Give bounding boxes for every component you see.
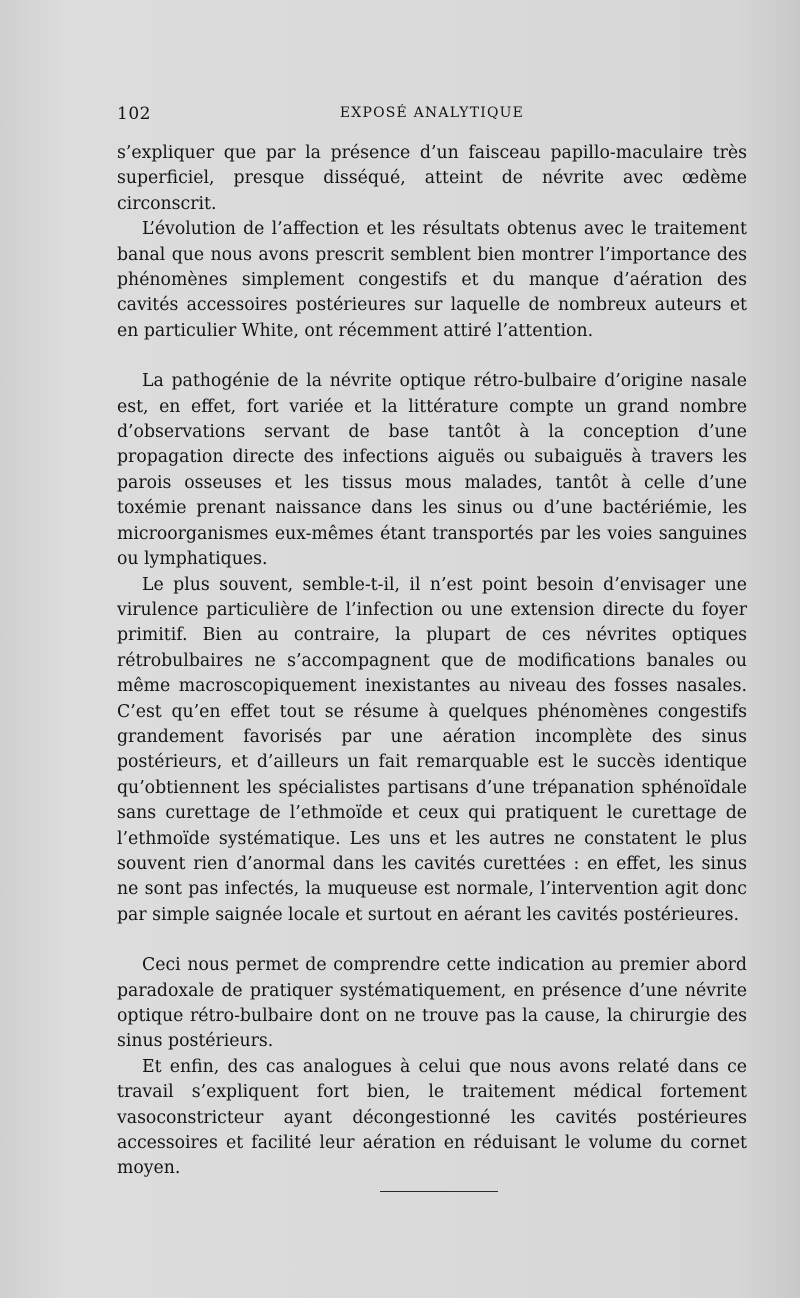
paragraph-plus-souvent: Le plus souvent, semble-t-il, il n’est point besoin d’envisager une virulence particulière de l’infection ou une extension directe du foyer primitif. Bien au contraire, la plupart de ces névrites optiques rétrobulbaires ne s’accompagnent que de modifications banales ou même macroscopiquement inexistantes au niveau des fosses nasales. C’est qu’en effet tout se résume à quelques phénomènes congestifs grandement favorisés par une aération incomplète des sinus postérieurs, et d’ailleurs un fait remarquable est le succès identique qu’obtiennent les spécialistes partisans d’une trépanation sphénoïdale sans curettage de l’ethmoïde et ceux qui pratiquent le curettage de l’ethmoïde systématique. Les uns et les autres ne constatent le plus souvent rien d’anormal dans les cavités curettées : en effet, les sinus ne sont pas infectés, la muqueuse est normale, l’intervention agit donc par simple saignée locale et surtout en aérant les cavités postérieures. — [117, 574, 747, 925]
page-number: 102 — [117, 104, 151, 124]
body-text — [117, 141, 747, 1182]
end-rule — [380, 1191, 498, 1192]
page-header — [117, 104, 747, 128]
paragraph-evolution: L’évolution de l’affection et les résultats obtenus avec le traitement banal que nous avons prescrit semblent bien montrer l’importance des phénomènes simplement congestifs et du manque d’aération des cavités accessoires postérieures sur laquelle de nombreux auteurs et en particulier White, ont récemment attiré l’attention. — [117, 219, 747, 341]
paragraph-ceci: Ceci nous permet de comprendre cette indication au premier abord paradoxale de pratiquer systématiquement, en présence d’une névrite optique rétro-bulbaire dont on ne trouve pas la cause, la chirurgie des sinus postérieurs. — [117, 955, 747, 1052]
paragraph-pathogenie: La pathogénie de la névrite optique rétro-bulbaire d’origine nasale est, en effet, fort variée et la littérature compte un grand nombre d’observations servant de base tantôt à la conception d’une propagation directe des infections aiguës ou subaiguës à travers les parois osseuses et les tissus mous malades, tantôt à celle d’une toxémie prenant naissance dans les sinus ou d’une bactériémie, les microorganismes eux-mêmes étant transportés par les voies sanguines ou lymphatiques. — [117, 371, 747, 570]
running-title: EXPOSÉ ANALYTIQUE — [339, 105, 525, 121]
paragraph-continued: s’expliquer que par la présence d’un faisceau papillo-maculaire très superficiel, presque disséqué, atteint de névrite avec œdème circonscrit. — [117, 143, 747, 214]
paragraph-et-enfin: Et enfin, des cas analogues à celui que nous avons relaté dans ce travail s’expliquent fort bien, le traitement médical fortement vasoconstricteur ayant décongestionné les cavités postérieures accessoires et facilité leur aération en réduisant le volume du cornet moyen. — [117, 1056, 747, 1179]
